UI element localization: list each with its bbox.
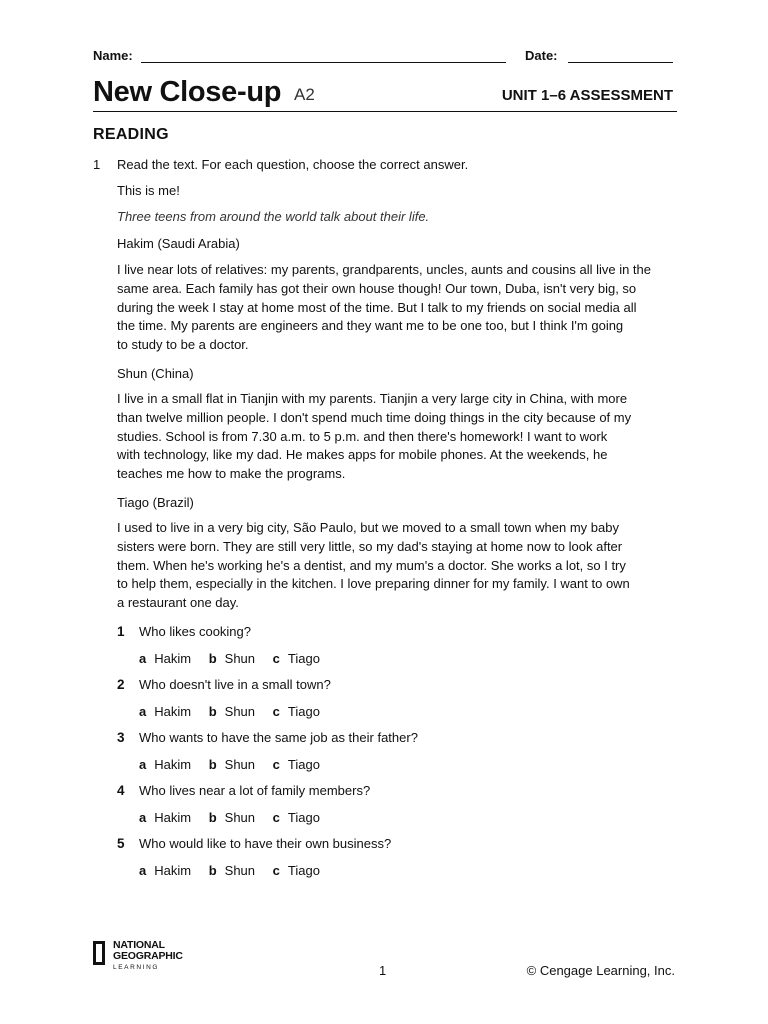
paragraph-line: with technology, like my dad. He makes apps for mobile phones. At the weekends, he xyxy=(117,447,608,463)
option-text: Hakim xyxy=(154,863,192,878)
paragraph-line: sisters were born. They are still very little, so my dad's staying at home now to look after xyxy=(117,538,623,554)
answer-options xyxy=(139,651,334,666)
question-number: 2 xyxy=(117,677,125,692)
option-c[interactable] xyxy=(273,651,320,666)
question-text: Who wants to have the same job as their father? xyxy=(139,730,418,745)
logo-text-line: NATIONAL xyxy=(113,939,165,951)
task-instruction: Read the text. For each question, choose the correct answer. xyxy=(117,157,469,172)
option-letter: b xyxy=(208,810,217,825)
paragraph-line: same area. Each family has got their own house though! Our town, Duba, isn't very big, so xyxy=(117,280,637,296)
option-letter: c xyxy=(272,863,280,878)
option-letter: a xyxy=(139,863,147,878)
page-number: 1 xyxy=(379,963,387,978)
option-letter: c xyxy=(272,704,280,719)
answer-options xyxy=(139,704,334,719)
option-text: Tiago xyxy=(287,757,320,772)
paragraph-line: I live in a small flat in Tianjin with my parents. Tianjin a very large city in China, with more xyxy=(117,391,628,406)
logo-text-line: GEOGRAPHIC xyxy=(113,950,183,962)
date-label: Date: xyxy=(525,48,558,63)
option-a[interactable] xyxy=(139,863,191,878)
person-heading-tiago: Tiago (Brazil) xyxy=(117,495,194,510)
option-a[interactable] xyxy=(139,757,191,772)
paragraph-line: teaches me how to make the programs. xyxy=(117,466,346,482)
article-subtitle: Three teens from around the world talk about their life. xyxy=(117,209,430,224)
copyright: © Cengage Learning, Inc. xyxy=(526,963,675,978)
question-text: Who would like to have their own business? xyxy=(139,836,392,851)
answer-options xyxy=(139,810,334,825)
option-letter: b xyxy=(208,704,217,719)
option-text: Shun xyxy=(224,863,256,878)
option-text: Shun xyxy=(224,810,256,825)
question-text: Who likes cooking? xyxy=(139,624,251,639)
name-field[interactable] xyxy=(141,62,506,63)
name-label: Name: xyxy=(93,48,133,63)
option-text: Shun xyxy=(224,757,256,772)
option-b[interactable] xyxy=(209,651,255,666)
brand-title: New Close-up xyxy=(93,76,282,108)
option-text: Tiago xyxy=(287,651,320,666)
answer-options xyxy=(139,757,334,772)
header-divider xyxy=(93,111,677,112)
paragraph-hakim xyxy=(117,261,675,355)
option-c[interactable] xyxy=(273,757,320,772)
option-letter: b xyxy=(208,757,217,772)
paragraph-line: during the week I stay at home most of the time. But I talk to my friends on social media all xyxy=(117,299,637,315)
logo-text-line: LEARNING xyxy=(113,964,160,971)
paragraph-line: than twelve million people. I don't spend much time doing things in the city because of my xyxy=(117,409,632,425)
paragraph-line: them. When he's working he's a dentist, and my mum's a doctor. She works a lot, so I try xyxy=(117,557,626,573)
student-info-row xyxy=(93,48,675,68)
question-text: Who lives near a lot of family members? xyxy=(139,783,371,798)
option-c[interactable] xyxy=(273,704,320,719)
question-number: 1 xyxy=(117,624,125,639)
paragraph-line: studies. School is from 7.30 a.m. to 5 p.m. and then there's homework! I want to work xyxy=(117,428,608,444)
option-b[interactable] xyxy=(209,863,255,878)
option-letter: c xyxy=(272,757,280,772)
option-letter: c xyxy=(272,810,280,825)
question-text: Who doesn't live in a small town? xyxy=(139,677,331,692)
option-text: Tiago xyxy=(287,810,320,825)
option-a[interactable] xyxy=(139,704,191,719)
date-field[interactable] xyxy=(568,62,673,63)
option-letter: c xyxy=(272,651,280,666)
option-b[interactable] xyxy=(209,704,255,719)
level-label: A2 xyxy=(294,85,315,104)
person-heading-hakim: Hakim (Saudi Arabia) xyxy=(117,236,240,251)
paragraph-line: a restaurant one day. xyxy=(117,595,239,611)
option-letter: b xyxy=(208,651,217,666)
option-c[interactable] xyxy=(273,863,320,878)
unit-title: UNIT 1–6 ASSESSMENT xyxy=(501,87,673,104)
answer-options xyxy=(139,863,334,878)
option-text: Shun xyxy=(224,651,256,666)
paragraph-line: to help them, especially in the kitchen. I love preparing dinner for my family. I want to own xyxy=(117,576,630,592)
national-geographic-logo xyxy=(93,940,193,976)
option-b[interactable] xyxy=(209,810,255,825)
option-text: Hakim xyxy=(154,704,192,719)
option-text: Tiago xyxy=(287,863,320,878)
option-letter: a xyxy=(139,651,147,666)
paragraph-line: to study to be a doctor. xyxy=(117,337,249,353)
paragraph-line: I live near lots of relatives: my parents, grandparents, uncles, aunts and cousins all live in the xyxy=(117,262,652,277)
option-letter: a xyxy=(139,704,147,719)
option-text: Tiago xyxy=(287,704,320,719)
option-a[interactable] xyxy=(139,651,191,666)
question-number: 3 xyxy=(117,730,125,745)
option-text: Hakim xyxy=(154,757,192,772)
question-number: 4 xyxy=(117,783,125,798)
section-heading: READING xyxy=(93,126,169,143)
paragraph-shun xyxy=(117,390,675,484)
option-text: Hakim xyxy=(154,810,192,825)
option-letter: a xyxy=(139,810,147,825)
paragraph-line: I used to live in a very big city, São Paulo, but we moved to a small town when my baby xyxy=(117,520,619,535)
article-title: This is me! xyxy=(117,183,180,198)
paragraph-tiago xyxy=(117,519,675,613)
task-number: 1 xyxy=(93,157,101,172)
person-heading-shun: Shun (China) xyxy=(117,366,194,381)
option-text: Hakim xyxy=(154,651,192,666)
option-a[interactable] xyxy=(139,810,191,825)
paragraph-line: the time. My parents are engineers and they want me to be one too, but I think I'm going xyxy=(117,318,624,334)
option-letter: a xyxy=(139,757,147,772)
option-c[interactable] xyxy=(273,810,320,825)
option-b[interactable] xyxy=(209,757,255,772)
option-text: Shun xyxy=(224,704,256,719)
option-letter: b xyxy=(208,863,217,878)
question-number: 5 xyxy=(117,836,125,851)
yellow-rectangle-icon xyxy=(93,941,105,965)
